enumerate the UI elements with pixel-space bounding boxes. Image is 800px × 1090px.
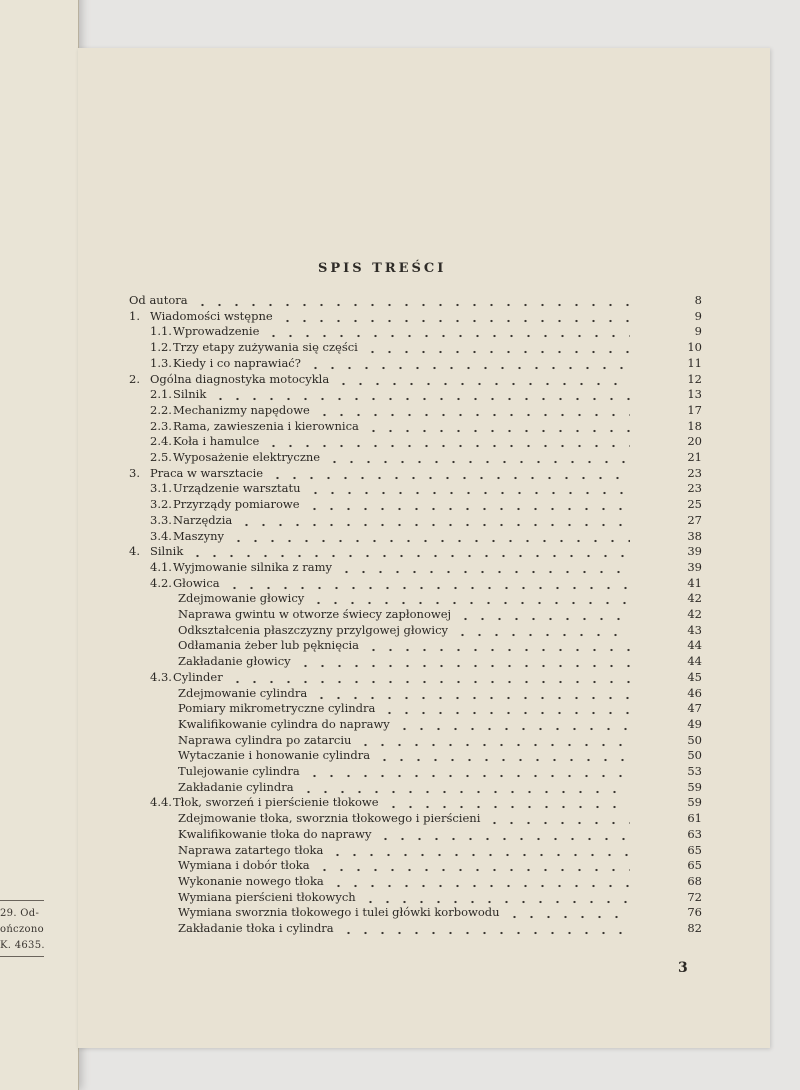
toc-entry-title: Naprawa zatartego tłoka [178, 842, 324, 857]
page-number: 3 [678, 960, 688, 976]
toc-leader-dots [279, 308, 630, 324]
toc-entry-title: Silnik [173, 387, 207, 402]
toc-leader-dots [329, 842, 630, 858]
toc-entry-title: Głowica [173, 575, 220, 590]
toc-entry-page: 65 [687, 858, 702, 873]
toc-leader-dots [330, 873, 630, 889]
toc-leader-dots [300, 779, 630, 795]
toc-entry-title: Odłamania żeber lub pęknięcia [178, 638, 360, 653]
toc-entry-title: Przyrządy pomiarowe [173, 497, 300, 512]
facing-page-rule [0, 956, 44, 957]
toc-entry-page: 82 [687, 921, 702, 935]
facing-page-edge [0, 0, 79, 1090]
toc-entry-page: 39 [687, 559, 702, 574]
toc-entry-page: 41 [687, 575, 702, 590]
toc-entry-page: 50 [687, 732, 702, 747]
toc-entry-number: 1.2. [150, 340, 172, 355]
page-title: SPIS TREŚCI [318, 261, 447, 276]
toc-entry-page: 47 [687, 701, 702, 716]
toc-entry-number: 3.4. [150, 528, 172, 543]
toc-entry-title: Zdejmowanie cylindra [178, 685, 308, 700]
toc-entry-number: 2.3. [150, 418, 172, 433]
toc-leader-dots [335, 371, 630, 387]
toc-leader-dots [265, 323, 630, 339]
toc-entry [78, 873, 770, 889]
toc-entry-title: Wymiana sworznia tłokowego i tulei główki korbowodu [178, 905, 500, 920]
toc-entry-title: Pomiary mikrometryczne cylindra [178, 701, 376, 716]
toc-entry [78, 810, 770, 826]
toc-entry [78, 323, 770, 339]
toc-leader-dots [226, 575, 630, 591]
toc-leader-dots [269, 465, 630, 481]
toc-entry-page: 9 [694, 308, 702, 323]
toc-entry-number: 2.1. [150, 387, 172, 402]
toc-entry-number: 4.4. [150, 795, 172, 810]
toc-leader-dots [365, 418, 630, 434]
toc-entry-title: Rama, zawieszenia i kierownica [173, 418, 359, 433]
toc-entry [78, 480, 770, 496]
toc-leader-dots [310, 590, 630, 606]
toc-leader-dots [340, 920, 630, 936]
toc-entry-title: Wprowadzenie [173, 324, 260, 339]
toc-leader-dots [396, 716, 630, 732]
toc-entry-number: 1.1. [150, 324, 172, 339]
toc-entry-title: Wiadomości wstępne [150, 308, 273, 323]
toc-entry-page: 11 [687, 355, 702, 370]
toc-entry-title: Silnik [150, 544, 184, 559]
toc-entry-number: 2.2. [150, 402, 172, 417]
toc-entry-number: 3. [129, 465, 140, 480]
toc-entry [78, 763, 770, 779]
toc-entry [78, 700, 770, 716]
toc-leader-dots [486, 810, 630, 826]
toc-entry [78, 418, 770, 434]
toc-entry-page: 50 [687, 748, 702, 763]
toc-leader-dots [297, 653, 630, 669]
toc-entry-title: Cylinder [173, 669, 223, 684]
toc-entry-number: 2.4. [150, 434, 172, 449]
toc-entry-title: Odkształcenia płaszczyzny przylgowej głowicy [178, 622, 449, 637]
toc-leader-dots [506, 904, 630, 920]
toc-entry-number: 4.3. [150, 669, 172, 684]
toc-entry-title: Ogólna diagnostyka motocykla [150, 371, 330, 386]
toc-entry-title: Od autora [129, 293, 188, 307]
toc-leader-dots [316, 857, 630, 873]
toc-leader-dots [377, 826, 630, 842]
toc-entry-title: Tłok, sworzeń i pierścienie tłokowe [173, 795, 379, 810]
toc-entry-page: 53 [687, 764, 702, 778]
toc-entry-title: Tulejowanie cylindra [178, 764, 300, 778]
toc-entry [78, 826, 770, 842]
toc-entry-page: 65 [687, 842, 702, 857]
toc-entry-number: 4.2. [150, 575, 172, 590]
toc-entry-title: Wyposażenie elektryczne [173, 450, 321, 464]
toc-entry [78, 637, 770, 653]
toc-entry [78, 543, 770, 559]
facing-page-fragment: 29. Od- [0, 908, 40, 919]
toc-entry-title: Koła i hamulce [173, 434, 260, 449]
toc-entry-number: 4. [129, 544, 140, 559]
toc-leader-dots [307, 355, 630, 371]
toc-entry-title: Maszyny [173, 528, 224, 543]
toc-leader-dots [194, 292, 630, 308]
toc-entry-title: Zdejmowanie głowicy [178, 591, 305, 606]
toc-entry [78, 433, 770, 449]
toc-entry [78, 512, 770, 528]
toc-entry [78, 606, 770, 622]
toc-leader-dots [306, 496, 630, 512]
toc-entry-page: 63 [687, 826, 702, 841]
toc-entry [78, 904, 770, 920]
toc-entry [78, 355, 770, 371]
toc-entry-page: 17 [687, 402, 702, 417]
facing-page-fragment: ończono [0, 924, 44, 935]
toc-leader-dots [212, 386, 630, 402]
toc-entry-page: 18 [687, 418, 702, 433]
toc-entry-number: 3.3. [150, 512, 172, 527]
toc-entry-title: Zakładanie głowicy [178, 654, 291, 669]
toc-entry [78, 716, 770, 732]
toc-entry-page: 42 [687, 607, 702, 621]
toc-entry-title: Praca w warsztacie [150, 465, 264, 480]
toc-leader-dots [457, 606, 630, 622]
toc-entry-title: Naprawa cylindra po zatarciu [178, 732, 352, 747]
toc-entry-title: Naprawa gwintu w otworze świecy zapłonowej [178, 607, 452, 621]
toc-entry [78, 559, 770, 575]
toc-entry [78, 339, 770, 355]
toc-entry-number: 1.3. [150, 355, 172, 370]
toc-entry [78, 920, 770, 936]
toc-leader-dots [385, 794, 630, 810]
toc-entry-title: Wykonanie nowego tłoka [178, 873, 324, 888]
toc-leader-dots [362, 889, 630, 905]
toc-leader-dots [326, 449, 630, 465]
toc-entry-page: 72 [687, 889, 702, 904]
facing-page-rule [0, 900, 44, 901]
toc-leader-dots [364, 339, 630, 355]
toc-entry-page: 20 [687, 434, 702, 449]
toc-leader-dots [306, 763, 630, 779]
toc-leader-dots [265, 433, 630, 449]
toc-entry [78, 465, 770, 481]
toc-entry [78, 794, 770, 810]
toc-entry-page: 10 [687, 340, 702, 355]
toc-entry [78, 590, 770, 606]
toc-leader-dots [454, 622, 630, 638]
toc-entry-title: Trzy etapy zużywania się części [173, 340, 358, 355]
toc-entry-title: Narzędzia [173, 512, 233, 527]
toc-entry-page: 27 [687, 512, 702, 527]
toc-entry [78, 685, 770, 701]
toc-leader-dots [316, 402, 630, 418]
toc-leader-dots [365, 637, 630, 653]
toc-entry-page: 12 [687, 371, 702, 386]
toc-entry-number: 2. [129, 371, 140, 386]
toc-leader-dots [381, 700, 630, 716]
toc-entry-title: Zakładanie cylindra [178, 779, 294, 794]
toc-entry-title: Kwalifikowanie tłoka do naprawy [178, 826, 372, 841]
toc-entry-title: Kwalifikowanie cylindra do naprawy [178, 716, 390, 731]
toc-entry [78, 653, 770, 669]
facing-page-fragment: K. 4635. [0, 940, 45, 951]
toc-entry [78, 292, 770, 308]
toc-entry [78, 449, 770, 465]
toc-entry-title: Wymiana pierścieni tłokowych [178, 889, 356, 904]
toc-entry [78, 669, 770, 685]
toc-entry-title: Wytaczanie i honowanie cylindra [178, 748, 371, 763]
toc-entry-page: 49 [687, 716, 702, 731]
toc-leader-dots [307, 480, 630, 496]
toc-entry [78, 496, 770, 512]
toc-entry [78, 779, 770, 795]
toc-entry-page: 39 [687, 544, 702, 559]
toc-entry-title: Kiedy i co naprawiać? [173, 355, 301, 370]
toc-entry [78, 386, 770, 402]
toc-leader-dots [313, 685, 630, 701]
toc-entry-page: 9 [694, 324, 702, 339]
toc-leader-dots [189, 543, 630, 559]
toc-entry [78, 732, 770, 748]
toc-entry-page: 44 [687, 638, 702, 653]
toc-entry-number: 1. [129, 308, 140, 323]
toc-entry-page: 68 [687, 873, 702, 888]
toc-entry [78, 857, 770, 873]
toc-entry [78, 575, 770, 591]
toc-leader-dots [238, 512, 630, 528]
toc-entry-page: 59 [687, 779, 702, 794]
toc-entry-page: 23 [687, 465, 702, 480]
toc-entry-number: 3.2. [150, 497, 172, 512]
toc-entry-page: 38 [687, 528, 702, 543]
toc-entry-page: 43 [687, 622, 702, 637]
toc-entry-page: 46 [687, 685, 702, 700]
toc-entry-page: 25 [687, 497, 702, 512]
toc-entry-page: 8 [694, 293, 702, 307]
toc-leader-dots [230, 528, 630, 544]
toc-entry-page: 13 [687, 387, 702, 402]
toc-entry [78, 622, 770, 638]
toc-entry-title: Zakładanie tłoka i cylindra [178, 921, 334, 935]
toc-entry [78, 308, 770, 324]
toc-leader-dots [229, 669, 630, 685]
toc-entry-title: Zdejmowanie tłoka, sworznia tłokowego i pierścieni [178, 811, 481, 826]
toc-entry-page: 42 [687, 591, 702, 606]
toc-entry-title: Mechanizmy napędowe [173, 402, 310, 417]
toc-entry [78, 371, 770, 387]
toc-entry [78, 747, 770, 763]
toc-leader-dots [376, 747, 630, 763]
toc-entry-page: 59 [687, 795, 702, 810]
toc-entry-page: 45 [687, 669, 702, 684]
toc-entry-page: 23 [687, 481, 702, 496]
toc-entry-page: 44 [687, 654, 702, 669]
toc-entry [78, 402, 770, 418]
toc-entry-number: 2.5. [150, 450, 172, 464]
toc-entry [78, 528, 770, 544]
toc-entry-title: Wymiana i dobór tłoka [178, 858, 310, 873]
toc-entry-page: 76 [687, 905, 702, 920]
toc-entry [78, 842, 770, 858]
toc-entry-title: Urządzenie warsztatu [173, 481, 301, 496]
book-page [78, 48, 770, 1048]
toc-leader-dots [357, 732, 630, 748]
toc-entry-number: 4.1. [150, 559, 172, 574]
toc-entry-page: 21 [687, 450, 702, 464]
toc-entry-page: 61 [687, 811, 702, 826]
toc-leader-dots [338, 559, 630, 575]
toc-entry-number: 3.1. [150, 481, 172, 496]
toc-entry [78, 889, 770, 905]
toc-entry-title: Wyjmowanie silnika z ramy [173, 559, 332, 574]
